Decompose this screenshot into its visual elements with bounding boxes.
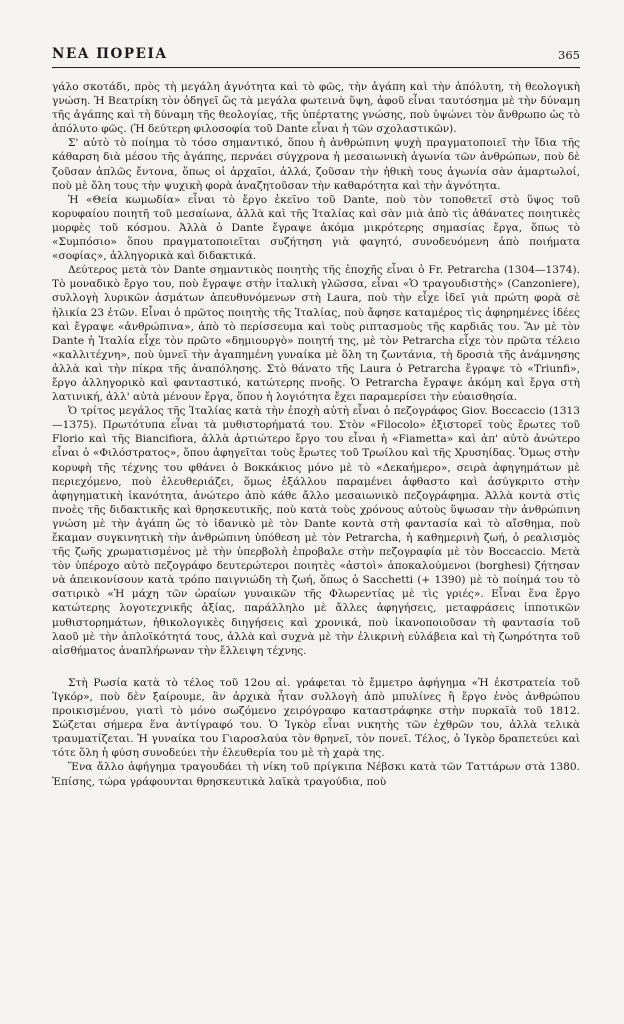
paragraph: Ὁ τρίτος μεγάλος τῆς Ἰταλίας κατὰ τὴν ἐποχὴ αὐτὴ εἶναι ὁ πεζογράφος Giov. Boccaccio (1313—1375). Πρωτότυπα εἶναι τὰ μυθιστορήματά του. Στὸν «Filocolo» ἐξιστορεῖ τοὺς ἔρωτες τοῦ Florio καὶ τῆς Biancifiora, ἀλλὰ ἀρτιώτερο ἔργο του εἶναι ἡ «Fiametta» καὶ ἀπ' αὐτὸ ἀνώτερο εἶναι ὁ «Φιλόστρατος», ὅπου ἀφηγεῖται τοὺς ἔρωτες τοῦ Τρωίλου καὶ τῆς Χρυσηίδας. Ὅμως στὴν κορυφὴ τῆς τέχνης του φθάνει ὁ Βοκκάκιος μόνο μὲ τὸ «Δεκαήμερο», σειρὰ ἀφηγημάτων μὲ περιεχόμενο, ποὺ ἐλευθεριάζει, ὅμως ἐξάλλου παραμένει ἀφθαστο καὶ ἀσύγκριτο στὴν ἀφηγηματικὴ ἱκανότητα, ἀνώτερο ἀπὸ κάθε ἄλλο μεσαιωνικὸ πεζογράφημα. Ἀλλὰ κοντὰ στὶς πνοὲς τῆς διδακτικῆς καὶ θρησκευτικῆς, ποὺ κατὰ τοὺς χρόνους αὐτοὺς ὕψωσαν τὴν ἀνθρώπινη γνώση μὲ τὴν ἀγάπη ὥς τὸ ἰδανικὸ μὲ τὸν Dante κοντὰ στὴ φαντασία καὶ τὸ αἴσθημα, ποὺ ἔκαμαν συγκινητικὴ τὴν ἀνθρώπινη ὑπόθεση μὲ τὸν Petrarcha, ἡ καθημερινὴ ζωή, ὁ ρεαλισμὸς τῆς ζωῆς χρωματισμένος μὲ τὴν ὑπερβολὴ ἐπροβαλε στὴν πεζογραφία μὲ τὸν Boccaccio. Μετὰ τὸν ὑπέροχο αὐτὸ πεζογράφο δευτερώτεροι ποιητὲς «ἀστοὶ» ἀποκαλούμενοι (borghesi) ζήτησαν νὰ ἀπεικονίσουν κατὰ τρόπο παιγνιώδη τὴ ζωή, ὅπως ὁ Sacchetti (+ 1390) μὲ τὸ ποίημά του τὸ σατιρικὸ «Ἡ μάχη τῶν ὡραίων γυναικῶν τῆς Φλωρεντίας μὲ τὶς γριές». Εἶναι ἕνα ἔργο κατώτερης λογοτεχνικῆς ἀξίας, παράλληλο μὲ ἄλλες ἀφηγήσεις, μεταφράσεις ἱπποτικῶν μυθιστορημάτων, ἠθικολογικὲς διηγήσεις καὶ χρονικά, ποὺ ἱκανοποιοῦσαν τὴ φαντασία τοῦ λαοῦ μὲ τὴν ἁπλοϊκότητά τους, ἀλλὰ καὶ συχνὰ μὲ τὴν ἐλικρινὴ εὐλάβεια καὶ τὴ ζωηρότητα τοῦ αἰσθήματος ἀναπλήρωναν τὴν ἔλλειψη τέχνης.: [52, 405, 580, 657]
article-body: [52, 80, 580, 789]
paragraph: Ἕνα ἄλλο ἀφήγημα τραγουδάει τὴ νίκη τοῦ πρίγκιπα Νέβσκι κατὰ τῶν Ταττάρων στὰ 1380. Ἐπίσης, τώρα γράφουνται θρησκευτικὰ λαϊκὰ τραγούδια, ποὺ: [52, 761, 580, 788]
page-number: 365: [558, 48, 580, 62]
paragraph-continuation: γάλο σκοτάδι, πρὸς τὴ μεγάλη ἁγνότητα καὶ τὸ φῶς, τὴν ἀγάπη καὶ τὴν ἀπόλυτη, τὴ θεολογικὴ γνώση. Ἡ Βεατρίκη τὸν ὁδηγεῖ ὥς τὰ μεγάλα φωτεινὰ ὕψη, ἀφοῦ εἶναι ταυτόσημα μὲ τὴν δύναμη τῆς ἀγάπης καὶ τὴ δύναμη τῆς θεολογίας, τῆς ὑπέρτατης γνώσης, ποὺ ὑψώνει τὸν ἄνθρωπο ὡς τὸ ἀπόλυτο φῶς. (Ἡ δεύτερη φιλοσοφία τοῦ Dante εἶναι ἡ τῶν σχολαστικῶν).: [52, 81, 580, 136]
paragraph: Στὴ Ρωσία κατὰ τὸ τέλος τοῦ 12ου αἰ. γράφεται τὸ ἔμμετρο ἀφήγημα «Ἡ ἐκστρατεία τοῦ Ἰγκόρ», ποὺ δὲν ξαίρουμε, ἂν ἀρχικὰ ἦταν συλλογὴ ἀπὸ μπυλίνες ἢ ἔργο ἑνὸς ἀνθρώπου προικισμένου, γιατὶ τὸ μόνο σωζόμενο χειρόγραφο καταστράφηκε στὴν πυρκαϊὰ τοῦ 1812. Σώζεται σήμερα ἕνα ἀντίγραφό του. Ὁ Ἰγκὸρ εἶναι νικητὴς τῶν ἐχθρῶν του, ἀλλὰ τελικὰ τραυματίζεται. Ἡ γυναίκα του Γιαροσλαύα τὸν θρηνεῖ, τὸν πονεῖ. Τέλος, ὁ Ἰγκὸρ δραπετεύει καὶ τότε ὅλη ἡ φύση συνοδεύει τὴν ἐλευθερία του μὲ τὴ χαρὰ της.: [52, 676, 580, 760]
paragraph: Δεύτερος μετὰ τὸν Dante σημαντικὸς ποιητὴς τῆς ἐποχῆς εἶναι ὁ Fr. Petrarcha (1304—1374). Τὸ μοναδικὸ ἔργο του, ποὺ ἔγραψε στὴν ἰταλικὴ γλῶσσα, εἶναι «Ὁ τραγουδιστὴς» (Canzoniere), συλλογὴ λυρικῶν ἀσμάτων ἀπευθυνόμενων στὴ Laura, ποὺ τὴν εἶχε ἰδεῖ γιὰ πρώτη φορὰ σὲ ἡλικία 23 ἐτῶν. Εἶναι ὁ πρῶτος ποιητὴς τῆς Ἰταλίας, ποὺ ἄφησε καταμέρος τὶς ἀφηρημένες ἰδέες καὶ ἔγραψε «ἀνθρώπινα», ἀπὸ τὸ περίσσευμα καὶ τοὺς ριπτασμοὺς τῆς καρδιᾶς του. Ἂν μὲ τὸν Dante ἡ Ἰταλία εἶχε τὸν πρῶτο «δημιουργὸ» ποιητή της, μὲ τὸν Petrarcha εἶχε τὸν πρῶτα τέλειο «καλλιτέχνη», ποὺ ὑμνεῖ τὴν ἀγαπημένη γυναίκα μὲ ὅλη τη ζωντάνια, τὴ δροσιὰ τῆς ἀνάμνησης ἀλλὰ καὶ τὴν πίκρα τῆς ἀναπόλησης. Στὸ θάνατο τῆς Laura ὁ Petrarcha ἔγραψε τὸ «Triunfi», ἔργο ἀλληγορικὸ καὶ φανταστικό, κατώτερης πνοῆς. Ὁ Petrarcha ἔγραψε ἀκόμη καὶ ἔργα στὴ λατινική, ἀλλ' αὐτὰ μένουν ἔργα, ὅπου ἡ λογιότητα ἔχει παραμερίσει τὴν εὐαισθησία.: [52, 264, 580, 404]
paragraph: Σ' αὐτὸ τὸ ποίημα τὸ τόσο σημαντικό, ὅπου ἡ ἀνθρώπινη ψυχὴ πραγματοποιεῖ τὴν ἴδια τῆς κάθαρση διὰ μέσου τῆς ἀγάπης, περνάει σύγχρονα ἡ μεσαιωνικὴ ἀγωνία τῶν ἀνθρώπων, ποὺ δὲ ζοῦσαν ἁπλῶς ἔντονα, ὅπως οἱ ἀρχαῖοι, ἀλλά, ζοῦσαν τὴν ἠθικὴ τους ἀγωνία σὰν ἁμαρτωλοί, ποὺ μὲ ὅλη τους τὴν ψυχικὴ φορὰ ἀναζητοῦσαν τὴν καθαρότητα καὶ τὴν ἁγνότητα.: [52, 137, 580, 192]
header-rule: [52, 67, 580, 68]
journal-title: ΝΕΑ ΠΟΡΕΙΑ: [52, 46, 168, 62]
paragraph: Ἡ «Θεία κωμωδία» εἶναι τὸ ἔργο ἐκεῖνο τοῦ Dante, ποὺ τὸν τοποθετεῖ στὸ ὕψος τοῦ κορυφαίου ποιητῆ τοῦ μεσαίωνα, ἀλλὰ καὶ τῆς Ἰταλίας καὶ σὰν μιὰ ἀπὸ τὶς ἀθάνατες ποιητικὲς μορφὲς τοῦ κόσμου. Ἀλλὰ ὁ Dante ἔγραψε ἀκόμα μικρότερης σημασίας ἔργα, ὅπως τὸ «Συμπόσιο» ὅπου πραγματοποιεῖται συζήτηση γιὰ φαγητό, συνοδευόμενη ἀπὸ ποιήματα «σοφίας», ἀλληγορικὰ καὶ διδακτικά.: [52, 193, 580, 263]
running-header: [52, 40, 580, 62]
